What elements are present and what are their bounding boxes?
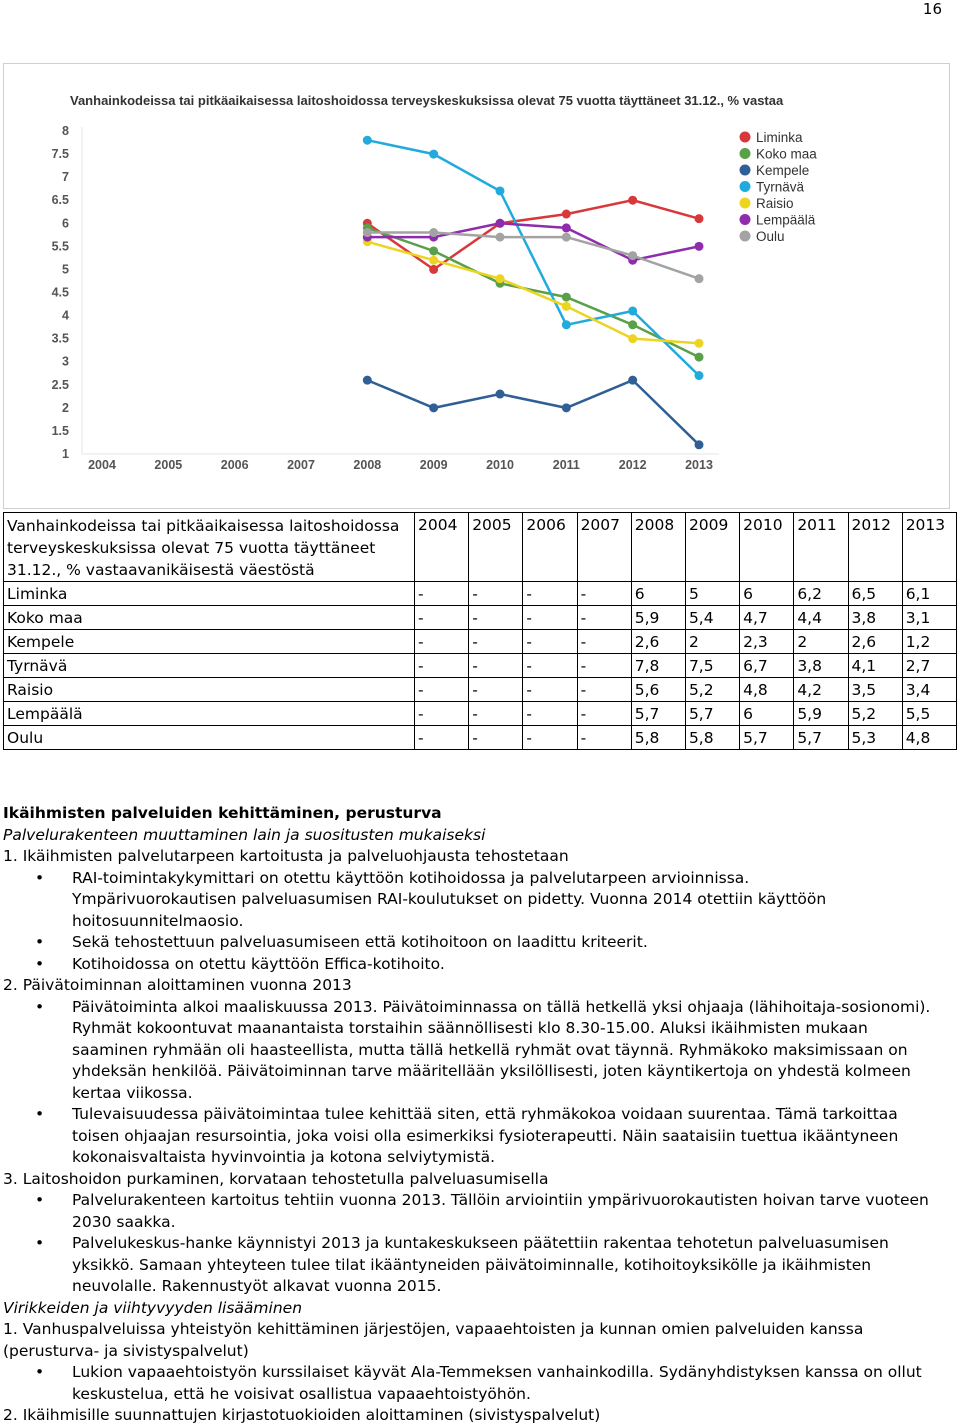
x-tick-label: 2004 xyxy=(88,458,116,472)
table-cell: 4,8 xyxy=(740,678,794,702)
y-tick-label: 7 xyxy=(62,170,69,185)
year-header: 2004 xyxy=(415,513,469,582)
legend-label: Lempäälä xyxy=(756,212,816,228)
legend-marker xyxy=(740,165,751,176)
table-cell: 2,6 xyxy=(848,630,902,654)
data-point xyxy=(695,274,704,283)
year-header: 2012 xyxy=(848,513,902,582)
table-cell: 2,3 xyxy=(740,630,794,654)
table-cell: 4,1 xyxy=(848,654,902,678)
legend-label: Liminka xyxy=(756,130,803,145)
table-cell: - xyxy=(415,654,469,678)
legend-marker xyxy=(740,148,751,159)
table-cell: - xyxy=(523,678,577,702)
row-label: Kempele xyxy=(4,630,415,654)
data-point xyxy=(628,251,637,260)
table-cell: - xyxy=(469,654,523,678)
table-cell: 4,7 xyxy=(740,606,794,630)
table-cell: 5,2 xyxy=(848,702,902,726)
line-chart xyxy=(3,63,950,509)
row-label: Liminka xyxy=(4,582,415,606)
table-cell: 3,8 xyxy=(794,654,848,678)
y-tick-label: 5.5 xyxy=(51,239,69,254)
table-row xyxy=(4,702,957,726)
table-cell: 3,5 xyxy=(848,678,902,702)
item-3: 3. Laitoshoidon purkaminen, korvataan tehostetulla palveluasumisella xyxy=(3,1169,549,1188)
data-point xyxy=(496,233,505,242)
table-cell: 2 xyxy=(794,630,848,654)
data-point xyxy=(628,376,637,385)
legend-label: Oulu xyxy=(756,229,785,244)
year-header: 2005 xyxy=(469,513,523,582)
row-label: Koko maa xyxy=(4,606,415,630)
list-item: • Kotihoidossa on otettu käyttöön Effica-kotihoito. xyxy=(72,954,948,976)
table-cell: - xyxy=(577,630,631,654)
year-header: 2010 xyxy=(740,513,794,582)
data-point xyxy=(562,210,571,219)
table-cell: - xyxy=(469,582,523,606)
data-point xyxy=(363,228,372,237)
data-point xyxy=(429,228,438,237)
list-item: • Palvelurakenteen kartoitus tehtiin vuonna 2013. Tällöin arviointiin ympärivuorokautisten hoivan tarve vuoteen 2030 saakka. xyxy=(72,1190,948,1233)
year-header: 2007 xyxy=(577,513,631,582)
table-cell: - xyxy=(469,678,523,702)
item-2: 2. Päivätoiminnan aloittaminen vuonna 2013 xyxy=(3,976,352,994)
x-tick-label: 2009 xyxy=(419,458,448,472)
list-item: • Päivätoiminta alkoi maaliskuussa 2013. Päivätoiminnassa on tällä hetkellä yksi ohjaaja (lähihoitaja-sosionomi). Ryhmät kokoontuvat maanantaista torstaihin säännöllisesti klo 8.30-15.00. Aluksi ikäihmisten mukaan saaminen ryhmään oli haasteellista, mutta tällä hetkellä ryhmät ovat täynnä. Ryhmäkoko maksimissaan on yhdeksän henkilöä. Päivätoiminnan tarve määritellään yksilöllisesti, joten käyntikertoja on yhdestä kolmeen kertaa viikossa. xyxy=(72,997,948,1105)
legend-marker xyxy=(740,132,751,143)
table-cell: - xyxy=(469,702,523,726)
data-point xyxy=(628,306,637,315)
item-3-list xyxy=(3,1190,948,1298)
table-cell: - xyxy=(523,606,577,630)
y-tick-label: 6.5 xyxy=(51,193,69,208)
data-point xyxy=(562,403,571,412)
legend-marker xyxy=(740,181,751,192)
data-point xyxy=(496,186,505,195)
data-point xyxy=(628,320,637,329)
list-item: • RAI-toimintakykymittari on otettu käyttöön kotihoidossa ja palvelutarpeen arvioinnissa. Ympärivuorokautisen palveluasumisen RAI-koulutukset on pidetty. Vuonna 2014 otettiin käyttöön hoitosuunnitelmaosio. xyxy=(72,868,948,933)
row-label: Tyrnävä xyxy=(4,654,415,678)
data-table xyxy=(3,512,957,750)
table-row xyxy=(4,630,957,654)
table-cell: 5 xyxy=(685,582,739,606)
table-cell: - xyxy=(415,582,469,606)
virike-item-1: 1. Vanhuspalveluissa yhteistyön kehittäminen järjestöjen, vapaaehtoisten ja kunnan omien palveluiden kanssa (perusturva- ja sivistyspalvelut) xyxy=(3,1320,864,1360)
item-1: 1. Ikäihmisten palvelutarpeen kartoitusta ja palveluohjausta tehostetaan xyxy=(3,847,569,865)
y-tick-label: 2 xyxy=(62,400,69,415)
table-cell: 5,7 xyxy=(794,726,848,750)
table-cell: - xyxy=(469,630,523,654)
table-cell: 6 xyxy=(740,702,794,726)
data-point xyxy=(429,403,438,412)
table-cell: - xyxy=(415,702,469,726)
x-tick-label: 2008 xyxy=(353,458,382,472)
list-item: • Tulevaisuudessa päivätoimintaa tulee kehittää siten, että ryhmäkokoa voidaan suurentaa. Tämä tarkoittaa toisen ohjaajan resursointia, joka voisi olla esimerkiksi fysioterapeutti. Näin saataisiin tuettua ikääntyneen kokonaisvaltaista hyvinvointia ja kotona selviytymistä. xyxy=(72,1104,948,1169)
data-point xyxy=(429,256,438,265)
data-point xyxy=(429,265,438,274)
table-cell: 5,8 xyxy=(685,726,739,750)
virike-item-2: 2. Ikäihmisille suunnattujen kirjastotuokioiden aloittaminen (sivistyspalvelut) xyxy=(3,1406,601,1424)
table-row xyxy=(4,606,957,630)
table-header-label: Vanhainkodeissa tai pitkäaikaisessa laitoshoidossa terveyskeskuksissa olevat 75 vuotta täyttäneet 31.12., % vastaavanikäisestä väestöstä xyxy=(4,513,415,582)
table-cell: 5,7 xyxy=(631,702,685,726)
virike-item-1-list xyxy=(3,1362,948,1405)
y-tick-label: 4 xyxy=(62,308,69,323)
data-point xyxy=(496,274,505,283)
table-cell: - xyxy=(415,630,469,654)
data-point xyxy=(695,371,704,380)
table-cell: 5,7 xyxy=(685,702,739,726)
table-cell: - xyxy=(577,582,631,606)
table-row xyxy=(4,654,957,678)
table-cell: 3,4 xyxy=(902,678,956,702)
y-tick-label: 1.5 xyxy=(51,423,69,438)
table-cell: 5,2 xyxy=(685,678,739,702)
item-1-list xyxy=(3,868,948,976)
data-point xyxy=(628,334,637,343)
x-tick-label: 2012 xyxy=(618,458,647,472)
table-cell: 6,2 xyxy=(794,582,848,606)
data-point xyxy=(496,390,505,399)
table-cell: - xyxy=(577,726,631,750)
table-cell: - xyxy=(577,678,631,702)
data-point xyxy=(695,214,704,223)
year-header: 2006 xyxy=(523,513,577,582)
year-header: 2009 xyxy=(685,513,739,582)
page-number: 16 xyxy=(922,0,942,18)
data-point xyxy=(562,223,571,232)
table-cell: - xyxy=(523,630,577,654)
table-cell: 7,5 xyxy=(685,654,739,678)
table-cell: - xyxy=(415,606,469,630)
table-cell: - xyxy=(523,654,577,678)
table-cell: 6 xyxy=(740,582,794,606)
x-tick-label: 2007 xyxy=(287,458,315,472)
table-cell: 5,7 xyxy=(740,726,794,750)
section-subheading-2: Virikkeiden ja viihtyvyyden lisääminen xyxy=(3,1298,303,1317)
table-row xyxy=(4,678,957,702)
year-header: 2011 xyxy=(794,513,848,582)
y-tick-label: 4.5 xyxy=(51,285,69,300)
y-tick-label: 3 xyxy=(62,354,69,369)
data-point xyxy=(363,136,372,145)
x-tick-label: 2013 xyxy=(685,458,713,472)
chart-svg xyxy=(4,64,949,508)
legend-marker xyxy=(740,231,751,242)
data-point xyxy=(562,293,571,302)
y-tick-label: 1 xyxy=(62,447,69,461)
table-cell: 5,5 xyxy=(902,702,956,726)
table-cell: 3,8 xyxy=(848,606,902,630)
data-point xyxy=(429,150,438,159)
row-label: Raisio xyxy=(4,678,415,702)
year-header: 2008 xyxy=(631,513,685,582)
table-cell: 2,7 xyxy=(902,654,956,678)
data-point xyxy=(562,233,571,242)
row-label: Lempäälä xyxy=(4,702,415,726)
data-point xyxy=(562,320,571,329)
table-cell: - xyxy=(577,702,631,726)
series-line-kempele xyxy=(367,380,699,445)
y-tick-label: 7.5 xyxy=(51,147,69,162)
table-cell: 1,2 xyxy=(902,630,956,654)
chart-title: Vanhainkodeissa tai pitkäaikaisessa laitoshoidossa terveyskeskuksissa olevat 75 vuotta täyttäneet 31.12., % vastaa xyxy=(70,93,784,108)
data-point xyxy=(429,246,438,255)
list-item: • Sekä tehostettuun palveluasumiseen että kotihoitoon on laadittu kriteerit. xyxy=(72,932,948,954)
table-cell: 5,9 xyxy=(631,606,685,630)
y-tick-label: 3.5 xyxy=(51,331,69,346)
table-cell: - xyxy=(415,678,469,702)
table-cell: - xyxy=(415,726,469,750)
legend-marker xyxy=(740,214,751,225)
table-cell: 5,9 xyxy=(794,702,848,726)
table-cell: 4,8 xyxy=(902,726,956,750)
table-cell: 6,5 xyxy=(848,582,902,606)
data-point xyxy=(496,219,505,228)
table-cell: - xyxy=(577,606,631,630)
x-tick-label: 2010 xyxy=(486,458,514,472)
table-cell: 6,7 xyxy=(740,654,794,678)
row-label: Oulu xyxy=(4,726,415,750)
data-point xyxy=(695,353,704,362)
table-cell: 5,6 xyxy=(631,678,685,702)
table-cell: - xyxy=(577,654,631,678)
table-cell: 2,6 xyxy=(631,630,685,654)
table-cell: 6 xyxy=(631,582,685,606)
table-cell: - xyxy=(523,726,577,750)
list-item: • Lukion vapaaehtoistyön kurssilaiset käyvät Ala-Temmeksen vanhainkodilla. Sydänyhdistyksen kanssa on ollut keskustelua, että he voisivat osallistua vapaaehtoistyöhön. xyxy=(72,1362,948,1405)
y-tick-label: 2.5 xyxy=(51,377,69,392)
table-cell: - xyxy=(469,606,523,630)
table-cell: 2 xyxy=(685,630,739,654)
legend-label: Koko maa xyxy=(756,146,817,162)
table-cell: 7,8 xyxy=(631,654,685,678)
table-cell: 5,4 xyxy=(685,606,739,630)
data-point xyxy=(695,242,704,251)
table-cell: - xyxy=(523,582,577,606)
data-point xyxy=(628,196,637,205)
table-cell: 5,3 xyxy=(848,726,902,750)
table-cell: 4,4 xyxy=(794,606,848,630)
list-item: • Palvelukeskus-hanke käynnistyi 2013 ja kuntakeskukseen päätettiin rakentaa tehotetun palveluasumisen yksikkö. Samaan yhteyteen tulee tilat ikääntyneiden päivätoiminnalle, kotihoitoyksikölle ja ikäihmisten neuvolalle. Rakennustyöt alkavat vuonna 2015. xyxy=(72,1233,948,1298)
legend-marker xyxy=(740,198,751,209)
year-header: 2013 xyxy=(902,513,956,582)
table-cell: - xyxy=(469,726,523,750)
table-header-row xyxy=(4,513,957,582)
table-cell: 4,2 xyxy=(794,678,848,702)
table-row xyxy=(4,582,957,606)
data-point xyxy=(695,440,704,449)
data-point xyxy=(562,302,571,311)
legend-label: Raisio xyxy=(756,196,794,211)
y-tick-label: 8 xyxy=(62,124,69,138)
x-tick-label: 2005 xyxy=(154,458,183,472)
x-tick-label: 2006 xyxy=(220,458,249,472)
table-cell: - xyxy=(523,702,577,726)
legend-label: Tyrnävä xyxy=(756,179,805,195)
table-cell: 5,8 xyxy=(631,726,685,750)
data-point xyxy=(363,376,372,385)
text-body xyxy=(3,803,948,1427)
y-tick-label: 5 xyxy=(62,262,69,277)
table-row xyxy=(4,726,957,750)
x-tick-label: 2011 xyxy=(552,458,580,472)
legend-label: Kempele xyxy=(756,163,810,178)
section-heading: Ikäihmisten palveluiden kehittäminen, perusturva xyxy=(3,804,442,822)
table-cell: 3,1 xyxy=(902,606,956,630)
table-cell: 6,1 xyxy=(902,582,956,606)
data-point xyxy=(695,339,704,348)
item-2-list xyxy=(3,997,948,1169)
section-subheading: Palvelurakenteen muuttaminen lain ja suositusten mukaiseksi xyxy=(3,825,486,844)
y-tick-label: 6 xyxy=(62,216,69,231)
